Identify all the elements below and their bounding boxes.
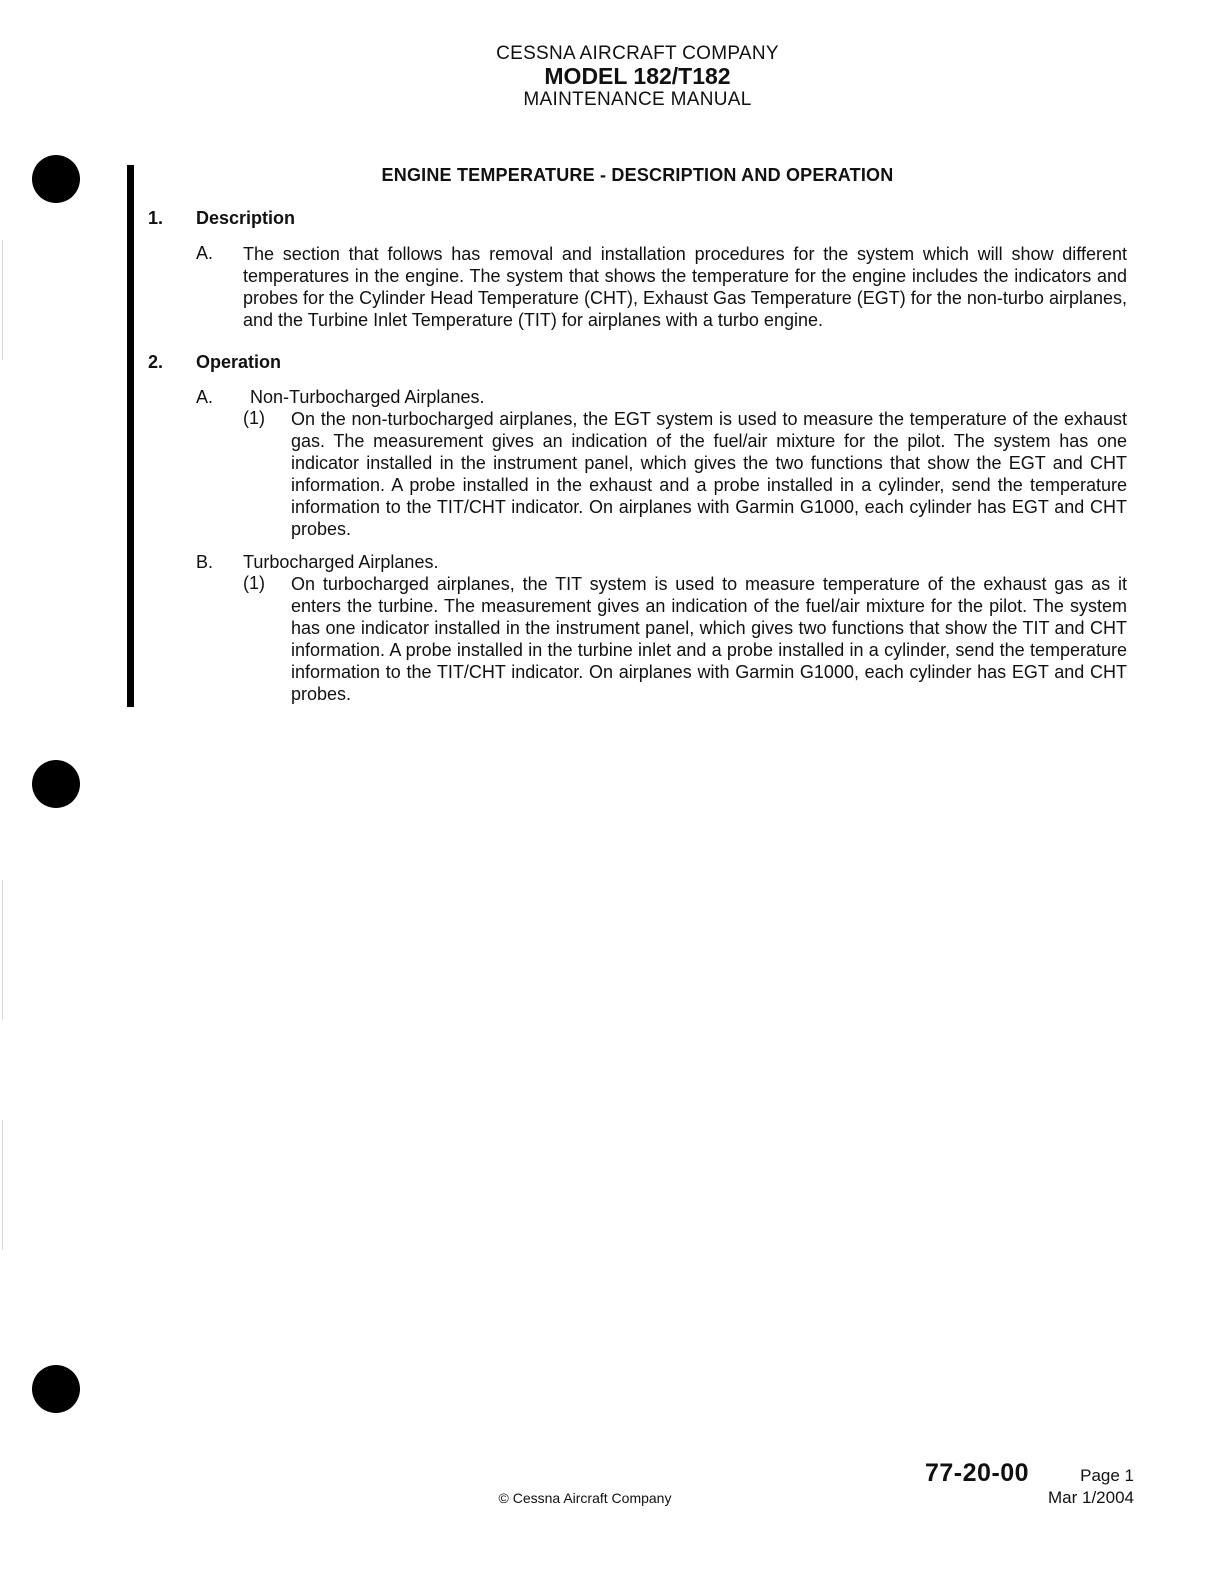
operation-a-1-text: On the non-turbocharged airplanes, the EGT system is used to measure the temperature of the exhaust gas. The measurement gives an indication of the fuel/air mixture for the pilot. The system has one indicator installed in the instrument panel, which gives the two functions that show the EGT and CHT information. A probe installed in the exhaust and a probe installed in a cylinder, send the temperature information to the TIT/CHT indicator. On airplanes with Garmin G1000, each cylinder has EGT and CHT probes.	[291, 409, 1127, 539]
operation-b-1-text: On turbocharged airplanes, the TIT system is used to measure temperature of the exhaust gas as it enters the turbine. The measurement gives an indication of the fuel/air mixture for the pilot. The system has one indicator installed in the instrument panel, which gives two functions that show the TIT and CHT information. A probe installed in the turbine inlet and a probe installed in a cylinder, send the temperature information to the TIT/CHT indicator. On airplanes with Garmin G1000, each cylinder has EGT and CHT probes.	[291, 574, 1127, 704]
operation-number: 2.	[148, 352, 164, 372]
description-a-text: The section that follows has removal and installation procedures for the system which will show different temperatures in the engine. The system that shows the temperature for the engine includes the indicators and probes for the Cylinder Head Temperature (CHT), Exhaust Gas Temperature (EGT) for the non-turbo airplanes, and the Turbine Inlet Temperature (TIT) for airplanes with a turbo engine.	[243, 244, 1127, 330]
punch-hole-middle	[32, 760, 80, 808]
description-heading: Description	[196, 208, 296, 228]
operation-heading: Operation	[196, 352, 282, 372]
header-model: MODEL 182/T182	[544, 63, 731, 89]
operation-b-1-marker: (1)	[243, 573, 265, 593]
operation-b-heading: Turbocharged Airplanes.	[243, 552, 439, 572]
footer-page-number: Page 1	[1080, 1466, 1134, 1485]
operation-a-marker: A.	[196, 387, 214, 407]
footer-chapter-code: 77-20-00	[925, 1459, 1030, 1487]
description-a-marker: A.	[196, 243, 214, 263]
header-manual: MAINTENANCE MANUAL	[523, 89, 752, 110]
operation-b-marker: B.	[196, 552, 214, 572]
footer-revision-date: Mar 1/2004	[1048, 1488, 1134, 1507]
operation-a-1-marker: (1)	[243, 408, 265, 428]
scan-margin-mark	[2, 1120, 3, 1250]
scan-margin-mark	[2, 240, 3, 360]
punch-hole-bottom	[32, 1365, 80, 1413]
section-title: ENGINE TEMPERATURE - DESCRIPTION AND OPERATION	[381, 165, 894, 185]
revision-change-bar	[127, 165, 134, 707]
page-header	[0, 44, 1220, 109]
header-company: CESSNA AIRCRAFT COMPANY	[496, 43, 779, 64]
scan-margin-mark	[2, 880, 3, 1020]
footer-copyright: © Cessna Aircraft Company	[498, 1490, 672, 1506]
description-number: 1.	[148, 208, 164, 228]
operation-a-heading: Non-Turbocharged Airplanes.	[250, 387, 485, 407]
